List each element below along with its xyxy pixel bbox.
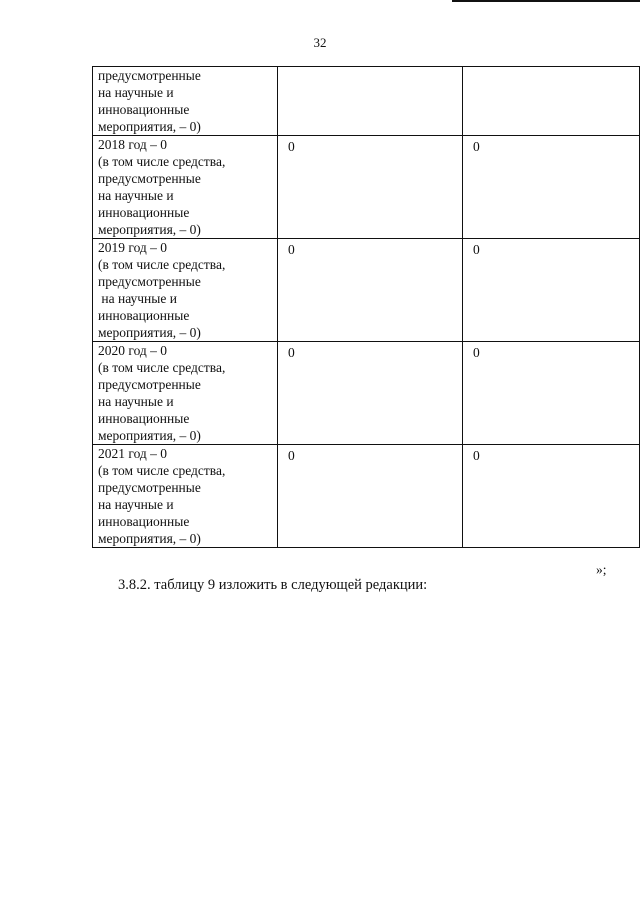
label-line: предусмотренные [98,274,201,289]
header-rule [452,0,640,2]
row-label-cell [93,342,278,445]
page-number: 32 [313,35,327,50]
cell-value: 0 [473,448,480,463]
label-line: на научные и [98,188,174,203]
label-line: 2019 год – 0 [98,240,168,255]
cell-value: 0 [473,242,480,257]
label-line: инновационные [98,411,190,426]
label-line: инновационные [98,514,190,529]
value-cell-a [278,342,463,445]
amendment-paragraph: 3.8.2. таблицу 9 изложить в следующей редакции: [118,577,428,593]
label-line: инновационные [98,308,190,323]
label-line: (в том числе средства, [98,463,226,478]
cell-value: 0 [288,139,295,154]
table-row [93,239,640,342]
cell-value: 0 [288,345,295,360]
value-cell-a [278,67,463,136]
closing-quote: »; [596,562,607,577]
funding-table [92,66,640,548]
cell-value: 0 [288,242,295,257]
cell-value: 0 [473,345,480,360]
label-line: на научные и [98,291,177,306]
label-line: 2018 год – 0 [98,137,168,152]
label-line: мероприятия, – 0) [98,119,201,134]
row-label-cell [93,239,278,342]
table-row [93,67,640,136]
label-line: мероприятия, – 0) [98,222,201,237]
label-line: на научные и [98,497,174,512]
table-row [93,342,640,445]
cell-value [468,67,635,69]
value-cell-b [463,239,640,342]
label-line: предусмотренные [98,171,201,186]
value-cell-a [278,445,463,548]
cell-value [283,67,458,69]
label-line: (в том числе средства, [98,360,226,375]
label-line: на научные и [98,85,174,100]
table-row [93,136,640,239]
cell-value: 0 [288,448,295,463]
label-line: на научные и [98,394,174,409]
label-line: 2021 год – 0 [98,446,168,461]
label-line: (в том числе средства, [98,154,226,169]
label-line: (в том числе средства, [98,257,226,272]
cell-value: 0 [473,139,480,154]
label-line: инновационные [98,205,190,220]
table-row [93,445,640,548]
label-line: мероприятия, – 0) [98,325,201,340]
value-cell-b [463,136,640,239]
value-cell-b [463,445,640,548]
label-line: предусмотренные [98,480,201,495]
row-label-cell [93,136,278,239]
label-line: предусмотренные [98,377,201,392]
value-cell-a [278,239,463,342]
label-line: мероприятия, – 0) [98,531,201,546]
value-cell-a [278,136,463,239]
row-label-cell [93,67,278,136]
value-cell-b [463,67,640,136]
row-label-cell [93,445,278,548]
label-line: инновационные [98,102,190,117]
label-line: мероприятия, – 0) [98,428,201,443]
label-line: 2020 год – 0 [98,343,168,358]
value-cell-b [463,342,640,445]
label-line: предусмотренные [98,68,201,83]
